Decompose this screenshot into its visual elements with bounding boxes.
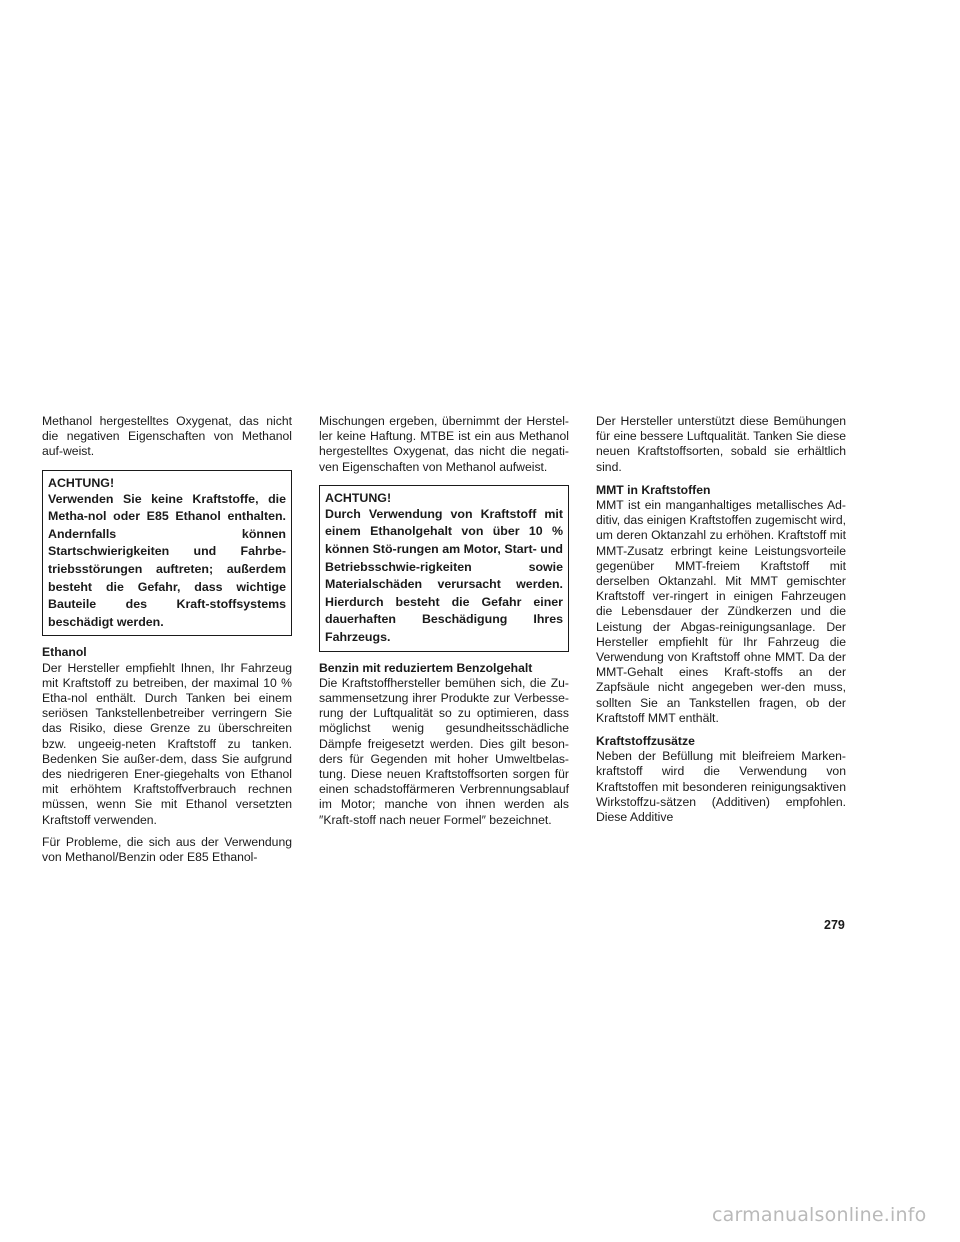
warning-box bbox=[319, 485, 569, 652]
paragraph: Der Hersteller empfiehlt Ihnen, Ihr Fahrzeug mit Kraftstoff zu betreiben, der maximal 10 % Etha-nol enthält. Durch Tanken bei einem seriösen Tankstellenbetreiber verringern Sie das Risiko, diese Grenze zu überschreiten bzw. ungeeig-neten Kraftstoff zu tanken. Bedenken Sie außer-dem, dass Sie aufgrund des niedrigeren Ener-giegehalts von Ethanol mit erhöhtem Kraftstoffverbrauch rechnen müssen, wenn Sie mit Ethanol versetzten Kraftstoff verwenden. bbox=[42, 660, 292, 827]
warning-text: Durch Verwendung von Kraftstoff mit einem Ethanolgehalt von über 10 % können Stö-rungen am Motor, Start- und Betriebsschwie-rigkeiten sowie Materialschäden verursacht werden. Hierdurch besteht die Gefahr einer dauerhaften Beschädigung Ihres Fahrzeugs. bbox=[325, 506, 563, 644]
column-right bbox=[596, 414, 846, 832]
paragraph: Neben der Befüllung mit bleifreiem Marken-kraftstoff wird die Verwendung von Kraftstoffen mit besonderen reinigungsaktiven Wirkstoffzu-sätzen (Additiven) empfohlen. Diese Additive bbox=[596, 749, 846, 825]
paragraph: Der Hersteller unterstützt diese Bemühungen für eine bessere Luftqualität. Tanken Sie diese neuen Kraftstoffsorten, sobald sie erhältlich sind. bbox=[596, 414, 846, 474]
page-number: 279 bbox=[824, 918, 845, 932]
warning-title: ACHTUNG! bbox=[48, 475, 115, 490]
paragraph: Für Probleme, die sich aus der Verwendung von Methanol/Benzin oder E85 Ethanol- bbox=[42, 834, 292, 864]
section-heading-benzin: Benzin mit reduziertem Benzolgehalt bbox=[319, 660, 533, 675]
warning-box bbox=[42, 470, 292, 637]
section-heading-kraftstoffzusaetze: Kraftstoffzusätze bbox=[596, 734, 695, 749]
paragraph: Methanol hergestelltes Oxygenat, das nicht die negativen Eigenschaften von Methanol auf-weist. bbox=[42, 414, 292, 459]
paragraph: MMT ist ein manganhaltiges metallisches Ad-ditiv, das einigen Kraftstoffen zugemischt wird, um deren Oktanzahl zu erhöhen. Kraftstoff mit MMT-Zusatz erbringt keine Leistungsvorteile gegenüber MMT-freiem Kraftstoff mit derselben Oktanzahl. Mit MMT gemischter Kraftstoff ver-ringert in einigen Fahrzeugen die Lebensdauer der Zündkerzen und die Leistung der Abgas-reinigungsanlage. Der Hersteller empfiehlt für Ihr Fahrzeug die Verwendung von Kraftstoff ohne MMT. Da der MMT-Gehalt eines Kraft-stoffs an der Zapfsäule nicht angegeben wer-den muss, sollten Sie an Tankstellen fragen, ob der Kraftstoff MMT enthält. bbox=[596, 498, 846, 725]
warning-text: Verwenden Sie keine Kraftstoffe, die Metha-nol oder E85 Ethanol enthalten. Andernfalls können Startschwierigkeiten und Fahrbe-triebsstörungen auftreten; außerdem besteht die Gefahr, dass wichtige Bauteile des Kraft-stoffsystems beschädigt werden. bbox=[48, 491, 286, 629]
section-heading-mmt: MMT in Kraftstoffen bbox=[596, 482, 711, 497]
paragraph: Mischungen ergeben, übernimmt der Herstel-ler keine Haftung. MTBE ist ein aus Methanol hergestelltes Oxygenat, das nicht die negati-ven Eigenschaften von Methanol aufweist. bbox=[319, 414, 569, 474]
paragraph: Die Kraftstoffhersteller bemühen sich, die Zu-sammensetzung ihrer Produkte zur Verbesse-rung der Luftqualität so zu optimieren, dass möglichst wenig gesundheitsschädliche Dämpfe freigesetzt werden. Dies gilt beson-ders für Gegenden mit hoher Umweltbelas-tung. Diese neuen Kraftstoffsorten sorgen für einen schadstoffärmeren Verbrennungsablauf im Motor; manche von ihnen werden als ″Kraft-stoff nach neuer Formel″ bezeichnet. bbox=[319, 675, 569, 827]
warning-title: ACHTUNG! bbox=[325, 490, 392, 505]
section-heading-ethanol: Ethanol bbox=[42, 645, 87, 660]
column-left bbox=[42, 414, 292, 872]
watermark: carmanualsonline.info bbox=[712, 1204, 927, 1226]
column-middle bbox=[319, 414, 569, 835]
